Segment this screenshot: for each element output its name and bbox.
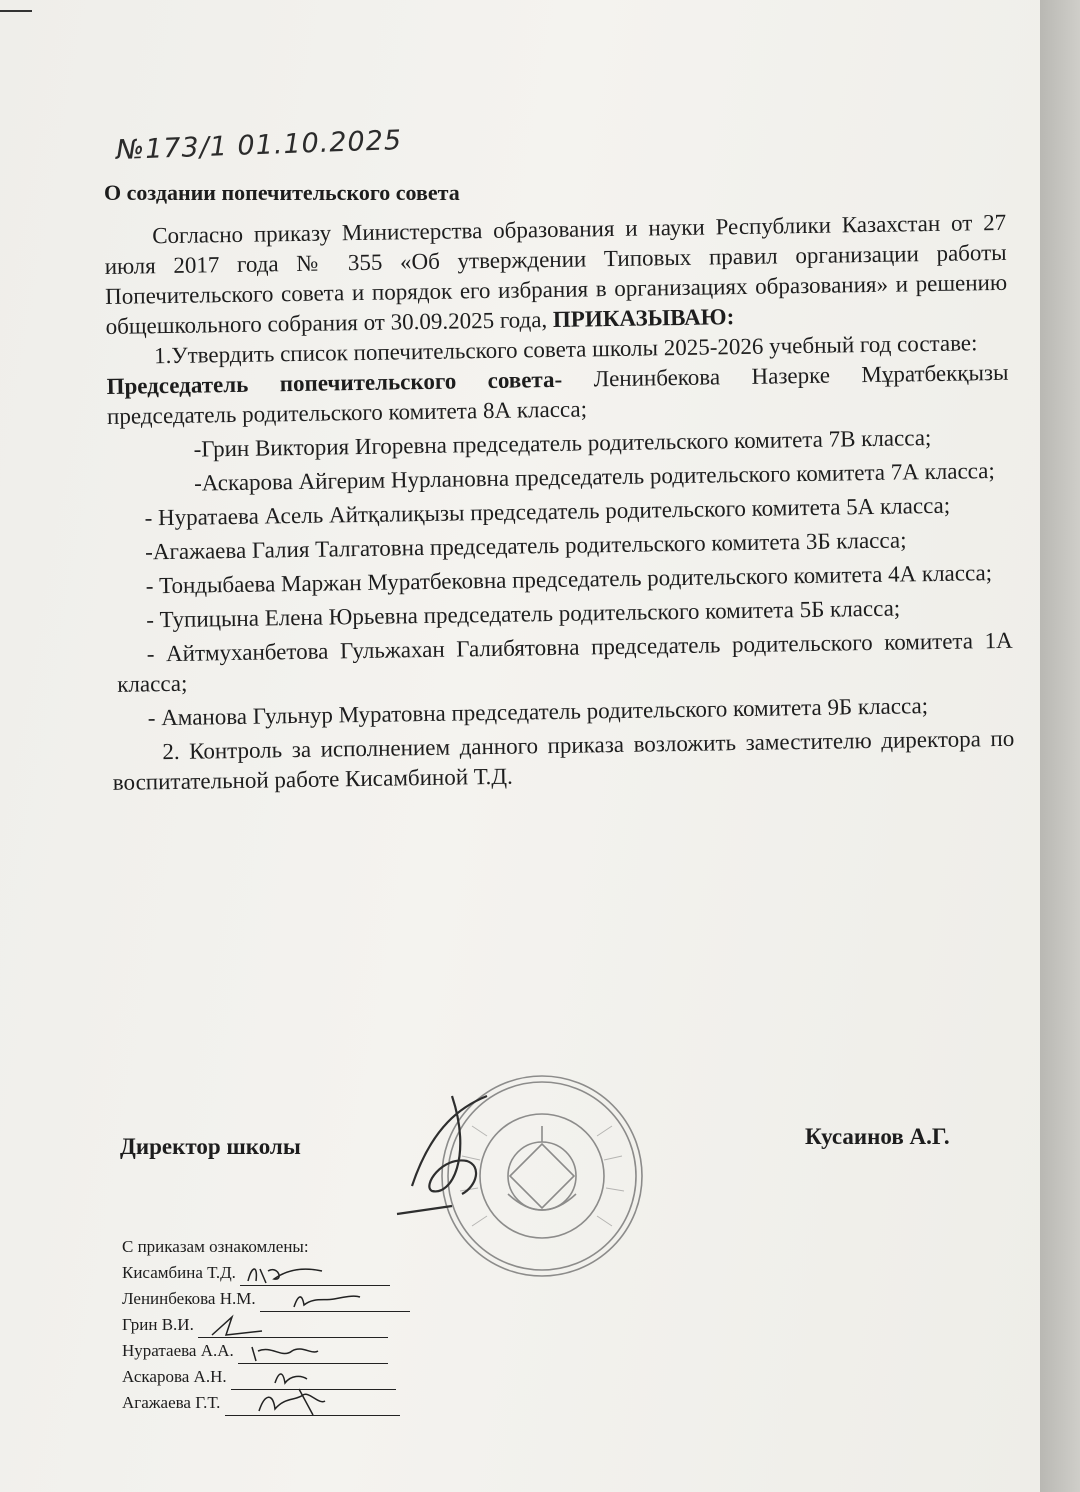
- document-body: [104, 208, 1015, 798]
- background-edge: [1040, 0, 1080, 1492]
- signature-icon: [242, 1339, 322, 1365]
- acknowledgement-row: [122, 1260, 410, 1286]
- school-stamp-icon: [392, 1066, 652, 1296]
- item-1: 1.Утвердить список попечительского совета школы 2025-2026 учебный год составе:: [153, 330, 978, 369]
- signature-icon: [202, 1313, 282, 1339]
- ack-name: Грин В.И.: [122, 1315, 194, 1334]
- ack-name: Аскарова А.Н.: [122, 1367, 227, 1386]
- signature-line: [260, 1293, 410, 1312]
- chair-paragraph: [106, 358, 1009, 432]
- signature-icon: [264, 1287, 364, 1313]
- ack-name: Нуратаева А.А.: [122, 1341, 234, 1360]
- ack-name: Ленинбекова Н.М.: [122, 1289, 256, 1308]
- member-item: - Айтмуханбетова Гульжахан Галибятовна председатель родительского комитета 1А класса;: [117, 627, 1013, 697]
- member-item: -Грин Виктория Игоревна председатель родительского комитета 7В класса;: [193, 425, 932, 462]
- signature-line: [240, 1267, 390, 1286]
- member-item: - Нуратаева Асель Айтқалиқызы председатель родительского комитета 5А класса;: [144, 492, 951, 531]
- member-item: -Аскарова Айгерим Нурлановна председатель родительского комитета 7А класса;: [193, 458, 995, 496]
- member-item: - Аманова Гульнур Муратовна председатель родительского комитета 9Б класса;: [147, 693, 929, 731]
- chair-text: Ленинбекова Назерке Мұратбекқызы председатель родительского комитета 8А класса;: [106, 359, 1009, 429]
- acknowledgement-row: [122, 1312, 410, 1338]
- ack-name: Агажаева Г.Т.: [122, 1393, 221, 1412]
- signature-line: [225, 1397, 400, 1416]
- member-item: - Тупицына Елена Юрьевна председатель родительского комитета 5Б класса;: [146, 595, 901, 633]
- acknowledgement-row: [122, 1286, 410, 1312]
- acknowledgement-heading: С приказам ознакомлены:: [122, 1237, 309, 1256]
- acknowledgement-row: [122, 1390, 410, 1416]
- document-title: О создании попечительского совета: [104, 180, 460, 205]
- acknowledgement-list: [122, 1234, 410, 1416]
- director-name: Кусаинов А.Г.: [805, 1124, 950, 1149]
- director-label: Директор школы: [120, 1134, 301, 1159]
- chair-label: Председатель попечительского совета-: [106, 366, 563, 399]
- corner-mark: [0, 10, 32, 12]
- ack-name: Кисамбина Т.Д.: [122, 1263, 236, 1282]
- order-word: ПРИКАЗЫВАЮ:: [552, 304, 735, 332]
- item-2: 2. Контроль за исполнением данного приказа возложить заместителю директора по воспитательной работе Кисамбиной Т.Д.: [112, 725, 1015, 795]
- acknowledgement-row: [122, 1338, 410, 1364]
- member-item: -Агажаева Галия Талгатовна председатель родительского комитета 3Б класса;: [144, 527, 907, 565]
- preamble-text: Согласно приказу Министерства образования и науки Республики Казахстан от 27 июля 2017 года № 355 «Об утверждении Типовых правил организации работы Попечительского совета и порядок его избрания в организациях образования» и решению общешкольного собрания от 30.09.2025 года,: [104, 209, 1008, 339]
- signature-icon: [229, 1387, 329, 1417]
- signature-line: [198, 1319, 388, 1338]
- signature-line: [238, 1345, 388, 1364]
- member-item: - Тондыбаева Маржан Муратбековна председатель родительского комитета 4А класса;: [145, 560, 993, 599]
- handwritten-order-number: №173/1 01.10.2025: [115, 125, 403, 166]
- signature-icon: [244, 1261, 334, 1287]
- preamble-paragraph: [104, 208, 1008, 342]
